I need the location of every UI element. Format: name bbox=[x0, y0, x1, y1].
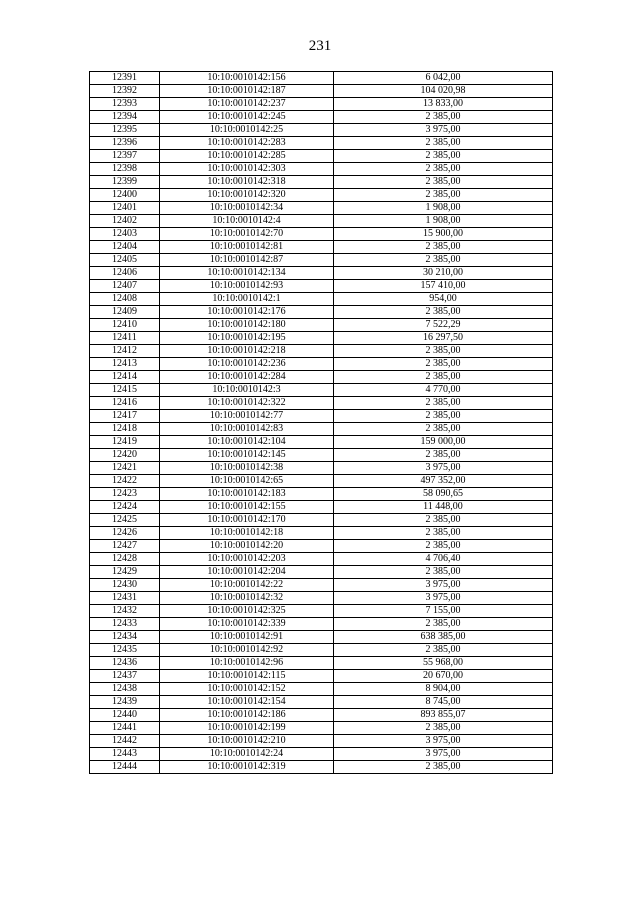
amount-cell: 2 385,00 bbox=[334, 618, 553, 631]
table-row bbox=[90, 670, 553, 683]
row-number-cell: 12416 bbox=[90, 397, 160, 410]
table-row bbox=[90, 735, 553, 748]
table-row bbox=[90, 748, 553, 761]
row-number-cell: 12399 bbox=[90, 176, 160, 189]
cadastral-number-cell: 10:10:0010142:18 bbox=[160, 527, 334, 540]
amount-cell: 2 385,00 bbox=[334, 410, 553, 423]
row-number-cell: 12434 bbox=[90, 631, 160, 644]
row-number-cell: 12438 bbox=[90, 683, 160, 696]
cadastral-number-cell: 10:10:0010142:237 bbox=[160, 98, 334, 111]
table-row bbox=[90, 228, 553, 241]
table-row bbox=[90, 683, 553, 696]
amount-cell: 58 090,65 bbox=[334, 488, 553, 501]
cadastral-number-cell: 10:10:0010142:4 bbox=[160, 215, 334, 228]
table-row bbox=[90, 566, 553, 579]
row-number-cell: 12422 bbox=[90, 475, 160, 488]
cadastral-number-cell: 10:10:0010142:24 bbox=[160, 748, 334, 761]
amount-cell: 159 000,00 bbox=[334, 436, 553, 449]
cadastral-number-cell: 10:10:0010142:83 bbox=[160, 423, 334, 436]
row-number-cell: 12429 bbox=[90, 566, 160, 579]
cadastral-number-cell: 10:10:0010142:134 bbox=[160, 267, 334, 280]
row-number-cell: 12425 bbox=[90, 514, 160, 527]
amount-cell: 2 385,00 bbox=[334, 241, 553, 254]
amount-cell: 893 855,07 bbox=[334, 709, 553, 722]
table-row bbox=[90, 254, 553, 267]
cadastral-number-cell: 10:10:0010142:38 bbox=[160, 462, 334, 475]
row-number-cell: 12423 bbox=[90, 488, 160, 501]
table-row bbox=[90, 293, 553, 306]
amount-cell: 2 385,00 bbox=[334, 371, 553, 384]
cadastral-number-cell: 10:10:0010142:156 bbox=[160, 72, 334, 85]
cadastral-number-cell: 10:10:0010142:245 bbox=[160, 111, 334, 124]
table-row bbox=[90, 241, 553, 254]
amount-cell: 2 385,00 bbox=[334, 566, 553, 579]
cadastral-number-cell: 10:10:0010142:325 bbox=[160, 605, 334, 618]
table-row bbox=[90, 306, 553, 319]
row-number-cell: 12418 bbox=[90, 423, 160, 436]
row-number-cell: 12417 bbox=[90, 410, 160, 423]
cadastral-number-cell: 10:10:0010142:92 bbox=[160, 644, 334, 657]
table-row bbox=[90, 579, 553, 592]
row-number-cell: 12406 bbox=[90, 267, 160, 280]
cadastral-number-cell: 10:10:0010142:320 bbox=[160, 189, 334, 202]
table-row bbox=[90, 124, 553, 137]
amount-cell: 2 385,00 bbox=[334, 345, 553, 358]
amount-cell: 2 385,00 bbox=[334, 449, 553, 462]
amount-cell: 2 385,00 bbox=[334, 358, 553, 371]
amount-cell: 954,00 bbox=[334, 293, 553, 306]
amount-cell: 2 385,00 bbox=[334, 137, 553, 150]
amount-cell: 2 385,00 bbox=[334, 397, 553, 410]
row-number-cell: 12430 bbox=[90, 579, 160, 592]
amount-cell: 2 385,00 bbox=[334, 254, 553, 267]
row-number-cell: 12443 bbox=[90, 748, 160, 761]
row-number-cell: 12398 bbox=[90, 163, 160, 176]
row-number-cell: 12405 bbox=[90, 254, 160, 267]
amount-cell: 2 385,00 bbox=[334, 306, 553, 319]
amount-cell: 3 975,00 bbox=[334, 579, 553, 592]
row-number-cell: 12391 bbox=[90, 72, 160, 85]
table-row bbox=[90, 514, 553, 527]
amount-cell: 3 975,00 bbox=[334, 748, 553, 761]
table-row bbox=[90, 423, 553, 436]
amount-cell: 55 968,00 bbox=[334, 657, 553, 670]
cadastral-number-cell: 10:10:0010142:180 bbox=[160, 319, 334, 332]
cadastral-number-cell: 10:10:0010142:199 bbox=[160, 722, 334, 735]
cadastral-number-cell: 10:10:0010142:22 bbox=[160, 579, 334, 592]
amount-cell: 4 770,00 bbox=[334, 384, 553, 397]
cadastral-number-cell: 10:10:0010142:322 bbox=[160, 397, 334, 410]
table-row bbox=[90, 267, 553, 280]
amount-cell: 2 385,00 bbox=[334, 423, 553, 436]
row-number-cell: 12393 bbox=[90, 98, 160, 111]
cadastral-number-cell: 10:10:0010142:176 bbox=[160, 306, 334, 319]
table-row bbox=[90, 384, 553, 397]
table-row bbox=[90, 696, 553, 709]
table-row bbox=[90, 761, 553, 774]
amount-cell: 2 385,00 bbox=[334, 527, 553, 540]
cadastral-number-cell: 10:10:0010142:283 bbox=[160, 137, 334, 150]
amount-cell: 8 745,00 bbox=[334, 696, 553, 709]
amount-cell: 7 155,00 bbox=[334, 605, 553, 618]
table-row bbox=[90, 358, 553, 371]
table-row bbox=[90, 371, 553, 384]
row-number-cell: 12439 bbox=[90, 696, 160, 709]
cadastral-number-cell: 10:10:0010142:70 bbox=[160, 228, 334, 241]
row-number-cell: 12426 bbox=[90, 527, 160, 540]
cadastral-number-cell: 10:10:0010142:32 bbox=[160, 592, 334, 605]
registry-table-body bbox=[90, 72, 553, 774]
row-number-cell: 12395 bbox=[90, 124, 160, 137]
cadastral-number-cell: 10:10:0010142:93 bbox=[160, 280, 334, 293]
table-row bbox=[90, 176, 553, 189]
row-number-cell: 12409 bbox=[90, 306, 160, 319]
cadastral-number-cell: 10:10:0010142:91 bbox=[160, 631, 334, 644]
table-row bbox=[90, 85, 553, 98]
cadastral-number-cell: 10:10:0010142:195 bbox=[160, 332, 334, 345]
amount-cell: 30 210,00 bbox=[334, 267, 553, 280]
amount-cell: 2 385,00 bbox=[334, 150, 553, 163]
table-row bbox=[90, 501, 553, 514]
amount-cell: 2 385,00 bbox=[334, 540, 553, 553]
table-row bbox=[90, 280, 553, 293]
amount-cell: 3 975,00 bbox=[334, 462, 553, 475]
cadastral-number-cell: 10:10:0010142:145 bbox=[160, 449, 334, 462]
cadastral-number-cell: 10:10:0010142:218 bbox=[160, 345, 334, 358]
row-number-cell: 12420 bbox=[90, 449, 160, 462]
table-row bbox=[90, 319, 553, 332]
amount-cell: 157 410,00 bbox=[334, 280, 553, 293]
table-row bbox=[90, 189, 553, 202]
table-row bbox=[90, 592, 553, 605]
cadastral-number-cell: 10:10:0010142:25 bbox=[160, 124, 334, 137]
amount-cell: 13 833,00 bbox=[334, 98, 553, 111]
amount-cell: 3 975,00 bbox=[334, 124, 553, 137]
row-number-cell: 12404 bbox=[90, 241, 160, 254]
amount-cell: 3 975,00 bbox=[334, 735, 553, 748]
cadastral-number-cell: 10:10:0010142:210 bbox=[160, 735, 334, 748]
row-number-cell: 12431 bbox=[90, 592, 160, 605]
row-number-cell: 12411 bbox=[90, 332, 160, 345]
row-number-cell: 12401 bbox=[90, 202, 160, 215]
table-row bbox=[90, 644, 553, 657]
row-number-cell: 12419 bbox=[90, 436, 160, 449]
cadastral-number-cell: 10:10:0010142:155 bbox=[160, 501, 334, 514]
row-number-cell: 12396 bbox=[90, 137, 160, 150]
cadastral-number-cell: 10:10:0010142:65 bbox=[160, 475, 334, 488]
cadastral-number-cell: 10:10:0010142:20 bbox=[160, 540, 334, 553]
amount-cell: 2 385,00 bbox=[334, 722, 553, 735]
row-number-cell: 12442 bbox=[90, 735, 160, 748]
amount-cell: 2 385,00 bbox=[334, 761, 553, 774]
amount-cell: 104 020,98 bbox=[334, 85, 553, 98]
row-number-cell: 12441 bbox=[90, 722, 160, 735]
table-row bbox=[90, 475, 553, 488]
row-number-cell: 12437 bbox=[90, 670, 160, 683]
amount-cell: 2 385,00 bbox=[334, 111, 553, 124]
row-number-cell: 12440 bbox=[90, 709, 160, 722]
cadastral-number-cell: 10:10:0010142:319 bbox=[160, 761, 334, 774]
cadastral-number-cell: 10:10:0010142:204 bbox=[160, 566, 334, 579]
amount-cell: 4 706,40 bbox=[334, 553, 553, 566]
row-number-cell: 12397 bbox=[90, 150, 160, 163]
cadastral-number-cell: 10:10:0010142:3 bbox=[160, 384, 334, 397]
row-number-cell: 12436 bbox=[90, 657, 160, 670]
table-row bbox=[90, 410, 553, 423]
table-row bbox=[90, 631, 553, 644]
cadastral-number-cell: 10:10:0010142:318 bbox=[160, 176, 334, 189]
row-number-cell: 12428 bbox=[90, 553, 160, 566]
row-number-cell: 12415 bbox=[90, 384, 160, 397]
table-row bbox=[90, 436, 553, 449]
table-row bbox=[90, 397, 553, 410]
cadastral-number-cell: 10:10:0010142:236 bbox=[160, 358, 334, 371]
amount-cell: 638 385,00 bbox=[334, 631, 553, 644]
row-number-cell: 12427 bbox=[90, 540, 160, 553]
table-row bbox=[90, 150, 553, 163]
registry-table bbox=[89, 71, 553, 774]
cadastral-number-cell: 10:10:0010142:154 bbox=[160, 696, 334, 709]
cadastral-number-cell: 10:10:0010142:77 bbox=[160, 410, 334, 423]
amount-cell: 3 975,00 bbox=[334, 592, 553, 605]
amount-cell: 1 908,00 bbox=[334, 215, 553, 228]
page-number: 231 bbox=[308, 38, 332, 54]
cadastral-number-cell: 10:10:0010142:183 bbox=[160, 488, 334, 501]
row-number-cell: 12413 bbox=[90, 358, 160, 371]
row-number-cell: 12435 bbox=[90, 644, 160, 657]
row-number-cell: 12408 bbox=[90, 293, 160, 306]
table-row bbox=[90, 527, 553, 540]
row-number-cell: 12424 bbox=[90, 501, 160, 514]
row-number-cell: 12394 bbox=[90, 111, 160, 124]
amount-cell: 2 385,00 bbox=[334, 176, 553, 189]
amount-cell: 20 670,00 bbox=[334, 670, 553, 683]
table-row bbox=[90, 657, 553, 670]
table-row bbox=[90, 605, 553, 618]
table-row bbox=[90, 137, 553, 150]
cadastral-number-cell: 10:10:0010142:339 bbox=[160, 618, 334, 631]
cadastral-number-cell: 10:10:0010142:104 bbox=[160, 436, 334, 449]
table-row bbox=[90, 111, 553, 124]
row-number-cell: 12403 bbox=[90, 228, 160, 241]
row-number-cell: 12412 bbox=[90, 345, 160, 358]
cadastral-number-cell: 10:10:0010142:170 bbox=[160, 514, 334, 527]
row-number-cell: 12407 bbox=[90, 280, 160, 293]
table-row bbox=[90, 449, 553, 462]
amount-cell: 2 385,00 bbox=[334, 644, 553, 657]
table-row bbox=[90, 163, 553, 176]
cadastral-number-cell: 10:10:0010142:186 bbox=[160, 709, 334, 722]
cadastral-number-cell: 10:10:0010142:303 bbox=[160, 163, 334, 176]
cadastral-number-cell: 10:10:0010142:1 bbox=[160, 293, 334, 306]
cadastral-number-cell: 10:10:0010142:87 bbox=[160, 254, 334, 267]
table-row bbox=[90, 98, 553, 111]
cadastral-number-cell: 10:10:0010142:203 bbox=[160, 553, 334, 566]
table-row bbox=[90, 488, 553, 501]
amount-cell: 497 352,00 bbox=[334, 475, 553, 488]
amount-cell: 2 385,00 bbox=[334, 189, 553, 202]
table-row bbox=[90, 540, 553, 553]
amount-cell: 8 904,00 bbox=[334, 683, 553, 696]
table-row bbox=[90, 722, 553, 735]
amount-cell: 11 448,00 bbox=[334, 501, 553, 514]
row-number-cell: 12432 bbox=[90, 605, 160, 618]
row-number-cell: 12433 bbox=[90, 618, 160, 631]
amount-cell: 15 900,00 bbox=[334, 228, 553, 241]
amount-cell: 6 042,00 bbox=[334, 72, 553, 85]
amount-cell: 16 297,50 bbox=[334, 332, 553, 345]
table-row bbox=[90, 72, 553, 85]
amount-cell: 2 385,00 bbox=[334, 163, 553, 176]
cadastral-number-cell: 10:10:0010142:81 bbox=[160, 241, 334, 254]
row-number-cell: 12444 bbox=[90, 761, 160, 774]
table-row bbox=[90, 462, 553, 475]
cadastral-number-cell: 10:10:0010142:34 bbox=[160, 202, 334, 215]
table-row bbox=[90, 553, 553, 566]
table-row bbox=[90, 345, 553, 358]
cadastral-number-cell: 10:10:0010142:115 bbox=[160, 670, 334, 683]
table-row bbox=[90, 332, 553, 345]
cadastral-number-cell: 10:10:0010142:96 bbox=[160, 657, 334, 670]
cadastral-number-cell: 10:10:0010142:284 bbox=[160, 371, 334, 384]
amount-cell: 2 385,00 bbox=[334, 514, 553, 527]
table-row bbox=[90, 709, 553, 722]
table-row bbox=[90, 618, 553, 631]
table-row bbox=[90, 202, 553, 215]
row-number-cell: 12402 bbox=[90, 215, 160, 228]
cadastral-number-cell: 10:10:0010142:187 bbox=[160, 85, 334, 98]
row-number-cell: 12410 bbox=[90, 319, 160, 332]
amount-cell: 1 908,00 bbox=[334, 202, 553, 215]
row-number-cell: 12400 bbox=[90, 189, 160, 202]
cadastral-number-cell: 10:10:0010142:152 bbox=[160, 683, 334, 696]
table-row bbox=[90, 215, 553, 228]
row-number-cell: 12421 bbox=[90, 462, 160, 475]
amount-cell: 7 522,29 bbox=[334, 319, 553, 332]
row-number-cell: 12414 bbox=[90, 371, 160, 384]
row-number-cell: 12392 bbox=[90, 85, 160, 98]
cadastral-number-cell: 10:10:0010142:285 bbox=[160, 150, 334, 163]
